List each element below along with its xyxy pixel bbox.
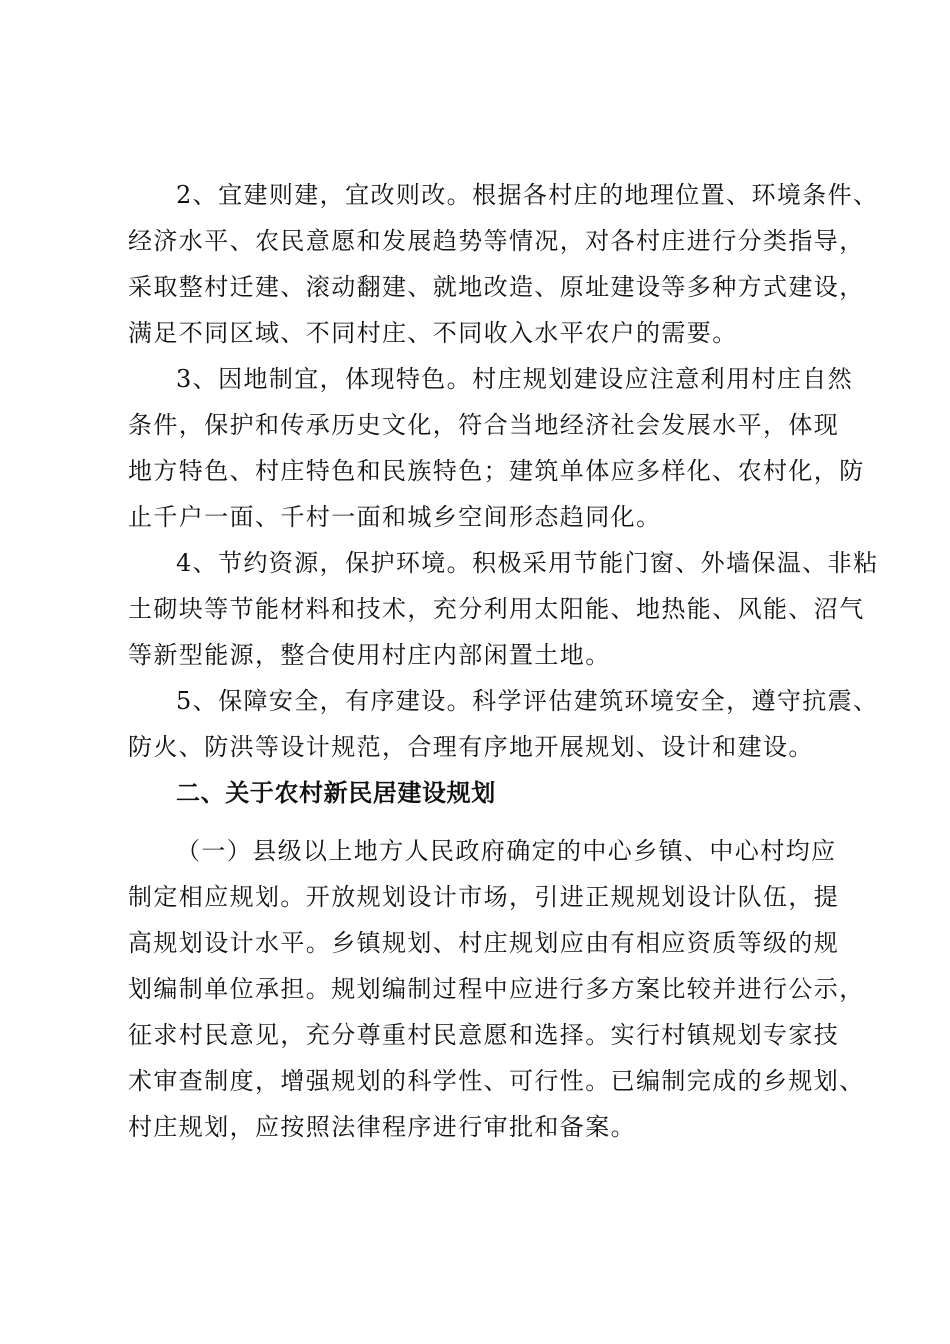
paragraph-line: 等新型能源，整合使用村庄内部闲置土地。 (128, 641, 611, 669)
paragraph-line: 条件，保护和传承历史文化，符合当地经济社会发展水平，体现 (128, 411, 840, 439)
paragraph-line: 地方特色、村庄特色和民族特色；建筑单体应多样化、农村化，防 (128, 457, 865, 485)
paragraph-line: 防火、防洪等设计规范，合理有序地开展规划、设计和建设。 (128, 733, 814, 761)
paragraph-line: 满足不同区域、不同村庄、不同收入水平农户的需要。 (128, 319, 738, 347)
document-body (128, 172, 879, 1150)
paragraph-item-2 (128, 172, 879, 356)
paragraph-line: 止千户一面、千村一面和城乡空间形态趋同化。 (128, 503, 662, 531)
paragraph-line: 村庄规划，应按照法律程序进行审批和备案。 (128, 1113, 636, 1141)
paragraph-line: 2、宜建则建，宜改则改。根据各村庄的地理位置、环境条件、 (176, 181, 879, 209)
subparagraph-1 (128, 828, 865, 1150)
paragraph-line: 3、因地制宜，体现特色。村庄规划建设应注意利用村庄自然 (176, 365, 854, 393)
paragraph-line: 5、保障安全，有序建设。科学评估建筑环境安全，遵守抗震、 (176, 687, 879, 715)
paragraph-line: 划编制单位承担。规划编制过程中应进行多方案比较并进行公示， (128, 975, 865, 1003)
paragraph-line: 采取整村迁建、滚动翻建、就地改造、原址建设等多种方式建设， (128, 273, 865, 301)
paragraph-item-4 (128, 540, 879, 678)
paragraph-line: （一）县级以上地方人民政府确定的中心乡镇、中心村均应 (176, 837, 837, 865)
section-heading: 二、关于农村新民居建设规划 (176, 779, 496, 807)
paragraph-line: 土砌块等节能材料和技术，充分利用太阳能、地热能、风能、沼气 (128, 595, 865, 623)
paragraph-item-5 (128, 678, 879, 770)
paragraph-item-3 (128, 356, 865, 540)
paragraph-line: 术审查制度，增强规划的科学性、可行性。已编制完成的乡规划、 (128, 1067, 865, 1095)
paragraph-line: 经济水平、农民意愿和发展趋势等情况，对各村庄进行分类指导， (128, 227, 865, 255)
paragraph-line: 制定相应规划。开放规划设计市场，引进正规规划设计队伍，提 (128, 883, 840, 911)
paragraph-line: 高规划设计水平。乡镇规划、村庄规划应由有相应资质等级的规 (128, 929, 840, 957)
paragraph-line: 征求村民意见，充分尊重村民意愿和选择。实行村镇规划专家技 (128, 1021, 840, 1049)
paragraph-line: 4、节约资源，保护环境。积极采用节能门窗、外墙保温、非粘 (176, 549, 879, 577)
